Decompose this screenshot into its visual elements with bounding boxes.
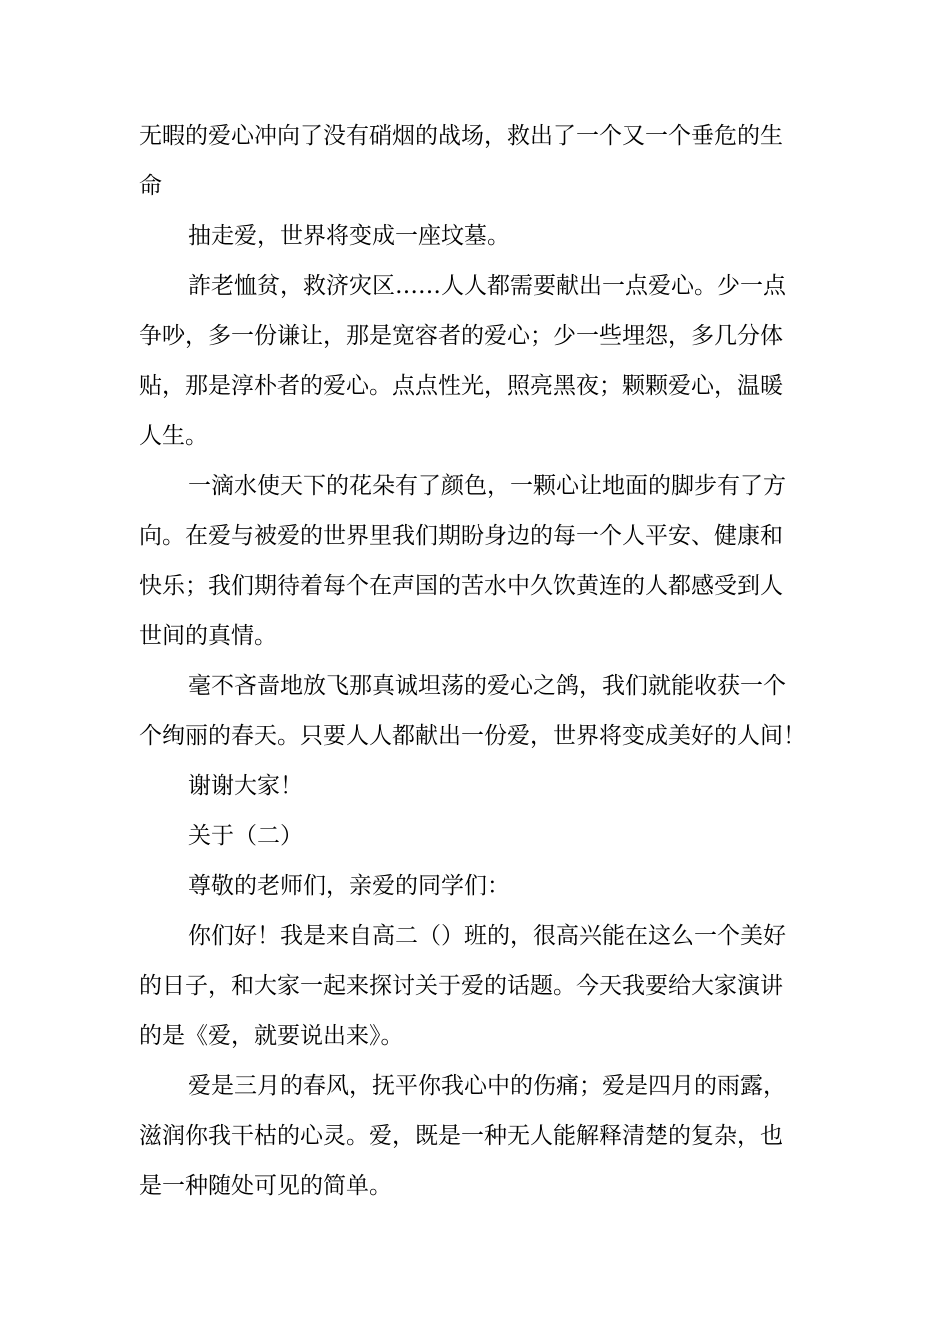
text-line: 谢谢大家！ <box>188 773 303 799</box>
text-line: 的日子，和大家一起来探讨关于爱的话题。今天我要给大家演讲 <box>139 973 783 999</box>
text-line: 世间的真情。 <box>139 623 277 649</box>
text-line: 毫不吝啬地放飞那真诚坦荡的爱心之鸽，我们就能收获一个 <box>188 673 786 699</box>
text-line: 爱是三月的春风，抚平你我心中的伤痛；爱是四月的雨露， <box>188 1073 786 1099</box>
text-line: 滋润你我干枯的心灵。爱，既是一种无人能解释清楚的复杂，也 <box>139 1123 783 1149</box>
text-line: 抽走爱，世界将变成一座坟墓。 <box>188 223 510 249</box>
text-line: 命 <box>139 173 162 199</box>
text-line: 是一种随处可见的简单。 <box>139 1173 392 1199</box>
text-line: 人生。 <box>139 423 208 449</box>
text-line: 的是《爱，就要说出来》。 <box>139 1023 404 1049</box>
text-line: 争吵，多一份谦让，那是宽容者的爱心；少一些埋怨，多几分体 <box>139 323 783 349</box>
text-line: 一滴水使天下的花朵有了颜色，一颗心让地面的脚步有了方 <box>188 473 786 499</box>
text-line: 向。在爱与被爱的世界里我们期盼身边的每一个人平安、健康和 <box>139 523 783 549</box>
text-line: 你们好！我是来自高二（）班的，很高兴能在这么一个美好 <box>188 923 786 949</box>
text-line: 无暇的爱心冲向了没有硝烟的战场，救出了一个又一个垂危的生 <box>139 123 783 149</box>
salutation: 尊敬的老师们，亲爱的同学们： <box>188 873 510 899</box>
text-line: 詐老恤贫，救济灾区……人人都需要献出一点爱心。少一点 <box>188 273 786 299</box>
text-line: 快乐；我们期待着每个在声国的苦水中久饮黄连的人都感受到人 <box>139 573 783 599</box>
section-heading: 关于（二） <box>188 823 303 849</box>
text-line: 贴，那是淳朴者的爱心。点点性光，照亮黑夜；颗颗爱心，温暖 <box>139 373 783 399</box>
body-text <box>139 111 809 1211</box>
text-line: 个绚丽的春天。只要人人都献出一份爱，世界将变成美好的人间！ <box>139 723 806 749</box>
